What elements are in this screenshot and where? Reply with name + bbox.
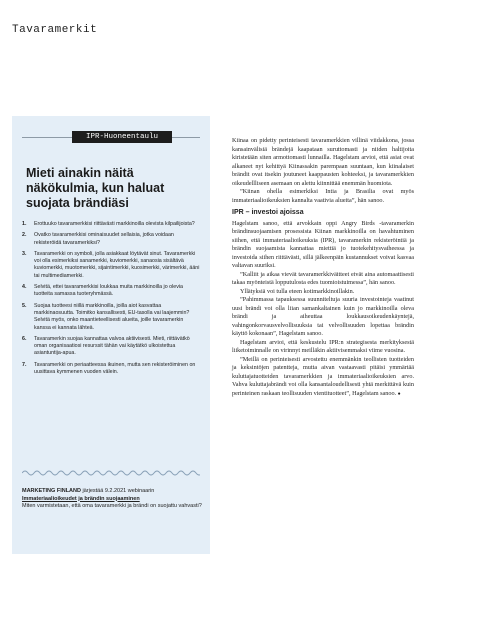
list-item-text: Suojaa tuotteesi niillä markkinoilla, joilla aiot kasvattaa markkinaosuutta. Toimitko kansallisesti, EU-tasolla vai laajemmin? Selvitä myös, onko maantieteellisesti alueita, joille tavaramerkin kanssa ei kannata lähteä. bbox=[34, 302, 190, 331]
promo-description: Miten varmistetaan, että oma tavaramerkki ja brändi on suojattu vahvasti? bbox=[22, 503, 202, 509]
article-body bbox=[232, 137, 414, 399]
list-item-number: 6. bbox=[22, 335, 27, 342]
list-item-text: Tavaramerkki on periaatteessa ikuinen, mutta sen rekisteröiminen on uusittava kymmenen vuoden välein. bbox=[34, 361, 196, 376]
list-item-number: 5. bbox=[22, 302, 27, 309]
article-paragraph bbox=[232, 356, 414, 400]
list-item-text: Selvitä, ettei tavaramerkkisi loukkaa muita markkinoilla jo olevia tuotteita samassa tuoteryhmässä. bbox=[34, 284, 183, 298]
promo-brand: MARKETING FINLAND bbox=[22, 488, 81, 494]
checklist bbox=[22, 221, 200, 380]
article-paragraph: Kiinaa on pidetty perinteisesti tavaramerkkien villinä viidakkona, jossa kansainvälisiä brändejä kaapataan suruttomasti ja niiden haltijoita kiristetään siten armottomasti lunnailla. Hagelstam arvioi, että asiat ovat alkaneet nyt kehittyä Kiinassakin parempaan suuntaan, kun kiinalaiset brändit ovat itsekin joutuneet kaappausten kohteeksi, ja tavaramerkkien oikeudellliseen asemaan on alettu kiinnittää enemmän huomiota. bbox=[232, 137, 414, 187]
list-item-number: 4. bbox=[22, 284, 27, 291]
article-paragraph-text: ”Meillä on perinteisesti arvostettu enemmänkin teollisten tuotteiden ja keksintöjen patentteja, mutta aivan vastaavasti pitäisi ymmärtää kuluttajatuotteiden tavaramerkkien ja immateriaalioikeuksien arvo. Vahva kuluttajabrändi voi olla kansantaloudellisesti yhtä merkittävä kuin perinteinen raskaan teollisuuden vientituotteet”, Hagelstam sanoo. bbox=[232, 355, 414, 397]
list-item-text: Erottuuko tavaramerkkisi riittävästi markkinoilla olevista kilpailijoista? bbox=[34, 221, 195, 227]
list-item-text: Ovatko tavaramerkkisi ominaisuudet sellaisia, jotka voidaan rekisteröidä tavaramerkiksi? bbox=[34, 232, 174, 246]
list-item-number: 7. bbox=[22, 361, 27, 368]
sidebar-tag: IPR-Huoneentaulu bbox=[72, 131, 172, 143]
list-item bbox=[22, 303, 200, 332]
end-mark-icon: ● bbox=[397, 391, 401, 397]
list-item-text: Tavaramerkin suojaa kannattaa valvoa aktiivisesti. Mieti, riittävätkö oman organisaatiosi resurssit tähän vai käytätkö ulkoistettua asiantuntija-apua. bbox=[34, 335, 190, 357]
list-item-number: 1. bbox=[22, 221, 27, 227]
article-paragraph: ”Kiinan ohella esimerkiksi Intia ja Brasilia ovat myös immateriaalioikeuksien kannalta vaativia alueita”, hän sanoo. bbox=[232, 188, 414, 204]
list-item bbox=[22, 336, 200, 358]
list-item-text: Tavaramerkki on symboli, jolla asiakkaat löytävät sinut. Tavaramerkki voi olla esimerkiksi sanamerkki, kuviomerkki, sanaosia sisältävä kuviomerkki, muotomerkki, sijaintimerkki, kuosimerkki, värimerkki, ääni tai multimediamerkki. bbox=[34, 250, 200, 279]
section-title: Tavaramerkit bbox=[12, 24, 98, 36]
webinar-promo bbox=[22, 488, 202, 511]
list-item bbox=[22, 362, 200, 377]
list-item bbox=[22, 284, 200, 299]
list-item-number: 3. bbox=[22, 250, 27, 257]
article-paragraph: Yllätyksiä voi tulla eteen kotimarkkinoillakin. bbox=[240, 287, 355, 295]
list-item bbox=[22, 232, 200, 247]
article-subheading: IPR – investoi ajoissa bbox=[232, 209, 304, 216]
article-paragraph: Hagelstam sanoo, että arvokkain oppi Angry Birds -tavaramerkin brändinsuojaamisen prosessista Kiinan markkinoilla on havahtuminen siihen, että immateriaalioikeuksia (IPR), tavaramerkin rekisteröintiä ja brändin suojaamista kannattaa miettiä jo tuotekehitysvaiheessa ja investoida siihen riittävästi, sillä jälkeenpäin kustannukset voivat kasvaa valtavan suuriksi. bbox=[232, 219, 414, 269]
article-paragraph: ”Kalliit ja aikaa vievät tavaramerkkiväitteet eivät aina automaattisesti takaa myönteistä lopputulosta edes tuomioistuimessa”, hän sanoo. bbox=[232, 270, 414, 286]
list-item bbox=[22, 221, 200, 228]
article-paragraph: Hagelstam arvioi, että keskustelu IPR:n strategisesta merkityksestä liiketoiminnalle on virinnyt meilläkin aktiivisemmaksi viime vuosina. bbox=[232, 338, 414, 354]
webinar-link[interactable]: Immateriaalioikeudet ja brändin suojaaminen bbox=[22, 495, 140, 502]
list-item bbox=[22, 251, 200, 280]
sidebar-headline: Mieti ainakin näitä näkökulmia, kun haluat suojata brändiäsi bbox=[26, 166, 165, 210]
list-item-number: 2. bbox=[22, 232, 27, 239]
article-paragraph: ”Pahimmassa tapauksessa suunniteltuja suuria investointeja vaatinut uusi brändi voi olla liian samankaltainen kuin jo markkinoilla oleva brändi ja aiheuttaa loukkausoikeudenkäyntejä, vahingonkorvausvelvollisuuksia tai velvollisuuden lopettaa brändin käyttö kokonaan”, Hagelstam sanoo. bbox=[232, 296, 414, 337]
ipr-sidebar-box bbox=[12, 116, 210, 554]
wave-divider bbox=[22, 468, 200, 478]
promo-text: järjestää 9.2.2021 webinaarin bbox=[80, 488, 155, 494]
